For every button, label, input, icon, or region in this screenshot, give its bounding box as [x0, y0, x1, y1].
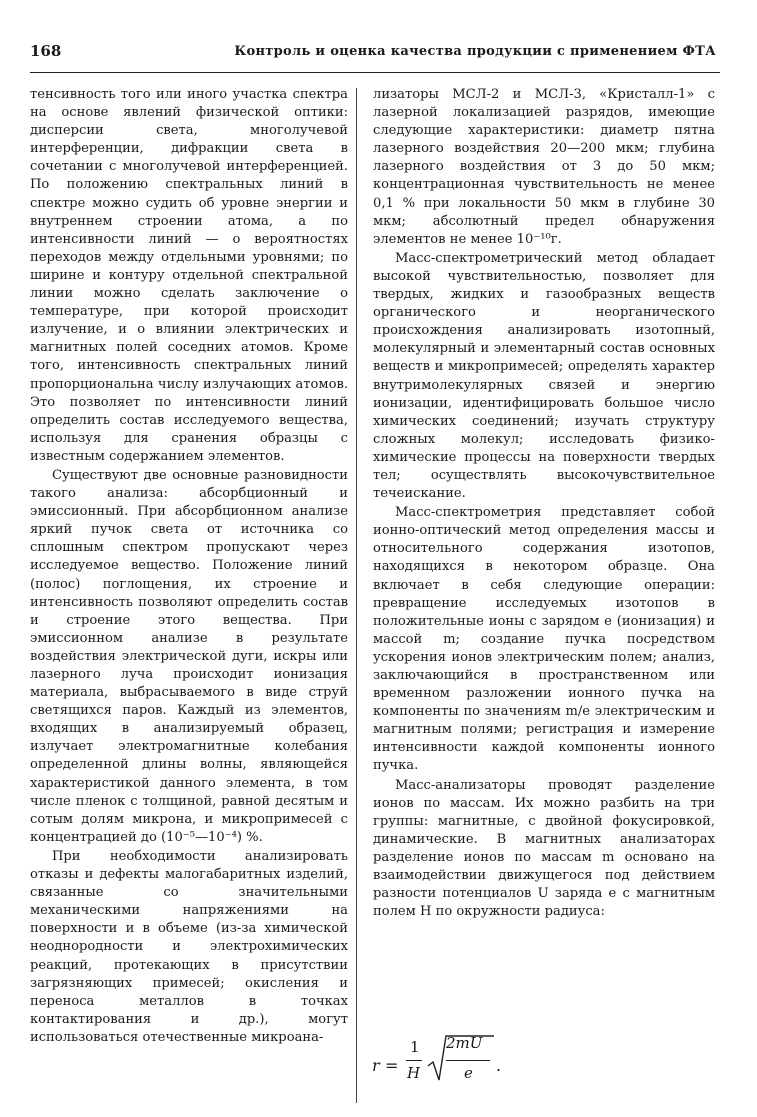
- running-title: Контроль и оценка качества продукции с применением ФТА: [234, 44, 716, 59]
- page-header: [30, 40, 716, 66]
- formula-equals: =: [385, 1056, 399, 1075]
- formula-fraction-bar: [406, 1060, 422, 1061]
- page-number: 168: [30, 42, 62, 60]
- header-rule: [30, 72, 720, 73]
- formula-root-denominator: e: [464, 1064, 473, 1082]
- paragraph: лизаторы МСЛ-2 и МСЛ-3, «Кристалл-1» с лазерной локализацией разрядов, имеющие следующие характеристики: диаметр пятна лазерного воздействия 20—200 мкм; глубина лазерного воздействия от 3 до 50 мкм; концентрационная чувствительность не менее 0,1 % при локальности 50 мкм в глубине 30 мкм; абсолютный предел обнаружения элементов не менее 10⁻¹⁰г.: [373, 87, 715, 247]
- paragraph: Масс-спектрометрия представляет собой ионно-оптический метод определения массы и относительного содержания изотопов, находящихся в некотором образце. Она включает в себя следующие операции: превращение исследуемых изотопов в положительные ионы с зарядом e (ионизация) и массой m; создание пучка посредством ускорения ионов электрическим полем; анализ, заключающийся в пространственном или временном разложении ионного пучка на компоненты по значениям m/e электрическим и магнитным полями; регистрация и измерение интенсивности каждой компоненты ионного пучка.: [373, 505, 715, 774]
- formula-root-fraction-bar: [446, 1060, 490, 1061]
- paragraph: тенсивность того или иного участка спектра на основе явлений физической оптики: дисперсии света, многолучевой интерференции, дифракции света в сочетании с многолучевой интерференцией. По положению спектральных линий в спектре можно судить об уровне энергии и внутреннем строении атома, а по интенсивности линий — о вероятностях переходов между отдельными уровнями; по ширине и контуру отдельной спектральной линии можно сделать заключение о температуре, при которой происходит излучение, и о влиянии электрических и магнитных полей соседних атомов. Кроме того, интенсивность спектральных линий пропорциональна числу излучающих атомов. Это позволяет по интенсивности линий определить состав исследуемого вещества, используя для сранения образцы с известным содержанием элементов.: [30, 87, 348, 464]
- paragraph: Масс-анализаторы проводят разделение ионов по массам. Их можно разбить на три группы: магнитные, с двойной фокусировкой, динамические. В магнитных анализаторах разделение ионов по массам m основано на взаимодействии движущегося под действием разности потенциалов U заряда e с магнитным полем H по окружности радиуса:: [373, 777, 715, 920]
- formula-root-numerator: 2mU: [446, 1034, 483, 1052]
- left-column: [30, 86, 348, 1047]
- paragraph: Существуют две основные разновидности такого анализа: абсорбционный и эмиссионный. При абсорбционном анализе яркий пучок света от источника со сплошным спектром пропускают через исследуемое вещество. Положение линий (полос) поглощения, их строение и интенсивность позволяют определить состав и строение этого вещества. При эмиссионном анализе в результате воздействия электрической дуги, искры или лазерного луча происходит ионизация материала, выбрасываемого в виде струй светящихся паров. Каждый из элементов, входящих в анализируемый образец, излучает электромагнитные колебания определенной длины волны, являющейся характеристикой данного элемента, в том числе пленок с толщиной, равной десятым и сотым долям микрона, и микропримесей с концентрацией до (10⁻⁵—10⁻⁴) %.: [30, 467, 348, 845]
- paragraph: Масс-спектрометрический метод обладает высокой чувствительностью, позволяет для твердых, жидких и газообразных веществ органического и неорганического происхождения анализировать изотопный, молекулярный и элементарный состав основных веществ и микропримесей; определять характер внутримолекулярных связей и энергию ионизации, идентифицировать большое число химических соединений; изучать структуру сложных молекул; исследовать физико-химические процессы на поверхности твердых тел; осуществлять высокочувствительное течеискание.: [373, 250, 715, 502]
- formula-end-period: .: [496, 1056, 502, 1075]
- right-column: [373, 86, 715, 921]
- formula-fraction-denominator: H: [407, 1064, 421, 1082]
- formula-lhs: r: [372, 1056, 380, 1075]
- formula-fraction-numerator: 1: [410, 1038, 420, 1056]
- radius-formula: [372, 1030, 702, 1100]
- paragraph: При необходимости анализировать отказы и дефекты малогабаритных изделий, связанные со значительными механическими напряжениями на поверхности и в объеме (из-за химической неоднородности и электрохимических реакций, протекающих в присутствии загрязняющих примесей; окисления и переноса металлов в точках контактирования и др.), могут использоваться отечественные микроана-: [30, 848, 348, 1045]
- column-divider: [356, 88, 357, 1103]
